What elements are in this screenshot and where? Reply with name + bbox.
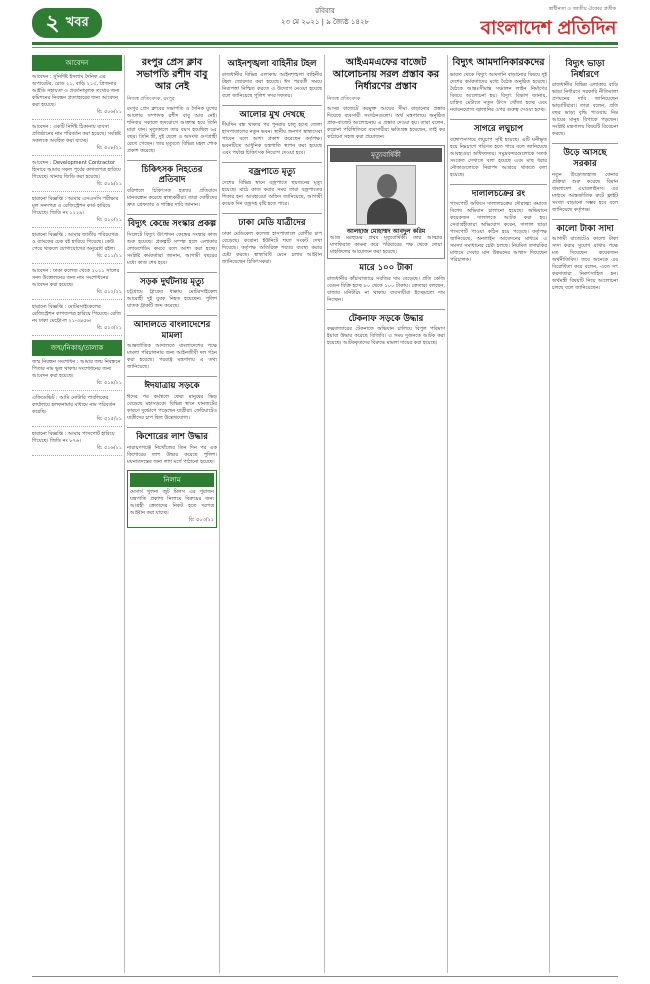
page-number: ২ (45, 10, 60, 36)
date-label: ২৩ মে ২০২১ | ৯ জ্যৈষ্ঠ ১৪২৮ (280, 18, 370, 26)
story-body: চট্টগ্রামে ট্রাকের ধাক্কায় মোটরসাইকেল আরোহী দুই যুবক নিহত হয়েছেন। পুলিশ ঘাতক ট্রাকটি জব্দ করেছে। (127, 289, 217, 310)
classified-entry: আবেদন : Development Contractor হিসাবে আমার সকল পূর্বের কাগজপত্র হারিয়ে গিয়েছে। থানায় জিডি করা হয়েছে। বি: ৫০৯/২১ (32, 160, 122, 192)
story-body: পাসপোর্ট অফিসে দালালচক্রের দৌরাত্ম্য কমাতে বিশেষ অভিযান চালানো হয়েছে। অভিযানে কয়েকজন দালালকে আটক করা হয়। সেবাগ্রহীতারা অভিযোগ করেন, দালাল ছাড়া পাসপোর্ট পাওয়া কঠিন হয়ে পড়েছে। কর্তৃপক্ষ জানিয়েছে, অনলাইন আবেদনের মাধ্যমে এ সমস্যা সমাধানের চেষ্টা চলছে। নিয়মিত তদারকির মাধ্যমে সেবার মান উন্নয়নের আশ্বাস দিয়েছেন পরিচালক। (450, 201, 547, 264)
story-headline: ঢাকা মেডি যাত্রীদের (238, 217, 306, 228)
classified-entry: হারানো বিজ্ঞপ্তি : আমার এসএসসি পরীক্ষার মূল সনদপত্র ও রেজিস্ট্রেশন কার্ড হারিয়ে গিয়েছে। জিডি নং ১২২৯। বি: ৫১০/২১ (32, 196, 122, 228)
newspaper-logo (466, 6, 616, 40)
column-divider (324, 55, 325, 973)
story-separator (127, 376, 217, 377)
classified-entry: আবেদন : একটি নির্দিষ্ট ঠিকানায় ব্যবসা প্রতিষ্ঠানের নাম পরিবর্তন করা হয়েছে। সংশ্লিষ্ট সকলকে অবহিত করা যাচ্ছে। বি: ৫০৮/২১ (32, 124, 122, 156)
news-column-3 (222, 55, 322, 973)
story-body: বরিশালে চিকিৎসক হত্যার প্রতিবাদে মানববন্ধন করেছে স্বাস্থ্যকর্মীরা। তারা দোষীদের দ্রুত গ্রেফতার ও শাস্তির দাবি জানান। (127, 187, 217, 208)
story-body: দীর্ঘদিন বন্ধ থাকার পর পুনরায় চালু হচ্ছে জেলা হাসপাতালের নতুন ভবন। স্থানীয় জনগণ স্বাস্থ্যসেবা পাবেন বলে আশা প্রকাশ করেছেন কর্তৃপক্ষ। ভবনটিতে আধুনিক যন্ত্রপাতি স্থাপন করা হয়েছে এবং পর্যাপ্ত চিকিৎসক নিয়োগ দেওয়া হবে। (222, 122, 322, 157)
story-body: রাজধানীর বিভিন্ন এলাকায় আইনশৃঙ্খলা বাহিনীর টহল জোরদার করা হয়েছে। ঈদ পরবর্তী সময়ে নিরাপত্তা নিশ্চিত করতে এ উদ্যোগ নেওয়া হয়েছে বলে জানিয়েছে পুলিশ সদর দফতর। (222, 71, 322, 99)
story-body: সিলেটে বিদ্যুৎ উৎপাদন কেন্দ্রের সংস্কার কাজ শুরু হয়েছে। প্রকল্পটি সম্পন্ন হলে এলাকার লোডশেডিং কমবে বলে আশা করা হচ্ছে। সংশ্লিষ্ট কর্মকর্তারা জানান, আগামী বছরের মধ্যে কাজ শেষ হবে। (127, 231, 217, 266)
masthead-rule (32, 42, 618, 45)
masthead (0, 0, 650, 58)
news-column-6 (552, 55, 618, 973)
story-byline: নিজস্ব প্রতিবেদক, রংপুর (127, 95, 175, 102)
story-headline: ঈদযাত্রায় সড়কে (144, 381, 200, 392)
masthead-thin-rule (32, 47, 618, 48)
column-divider (219, 55, 220, 973)
logo-name: বাংলাদেশ প্রতিদিন (480, 17, 616, 39)
story-headline: টেকনাফ সড়কে উদ্ধার (348, 313, 424, 324)
story-body: আন্তর্জাতিক আদালতে বাংলাদেশের পক্ষে মামলা পরিচালনার জন্য আইনজীবী দল গঠন করা হয়েছে। পররাষ্ট্র মন্ত্রণালয় এ তথ্য জানিয়েছে। (127, 343, 217, 371)
section-name: খবর (65, 14, 89, 30)
story-separator (450, 119, 547, 120)
story-body: রংপুর প্রেস ক্লাবের সভাপতি ও দৈনিক যুগের আলোর সম্পাদক রশীদ বাবু আর নেই। শনিবার সকালে হৃদরোগে আক্রান্ত হয়ে তিনি মারা যান। মৃত্যুকালে তার বয়স হয়েছিল ৬৫ বছর। তিনি স্ত্রী, দুই ছেলে ও অসংখ্য গুণগ্রাহী রেখে গেছেন। তার মৃত্যুতে বিভিন্ন মহল শোক প্রকাশ করেছে। (127, 105, 217, 154)
classifieds-heading: আবেদন (32, 55, 122, 71)
story-body: আসন্ন বাজেটে করমুক্ত আয়ের সীমা বাড়ানোর প্রস্তাব দিয়েছে ব্যবসায়ী সংগঠনগুলো। অর্থ মন্ত্রণালয়ে অনুষ্ঠিত প্রাক-বাজেট আলোচনায় এ প্রস্তাব দেওয়া হয়। তারা বলেন, করোনা পরিস্থিতিতে ব্যবসায়ীরা ক্ষতিগ্রস্ত হয়েছেন, তাই কর কাঠামো সহজ করা প্রয়োজন। (327, 105, 445, 140)
story-body: কক্সবাজারের টেকনাফে অভিযান চালিয়ে বিপুল পরিমাণ ইয়াবা উদ্ধার করেছে বিজিবি। এ সময় দুজনকে আটক করা হয়েছে। আটককৃতদের বিরুদ্ধে মামলা দায়ের করা হয়েছে। (327, 326, 445, 347)
day-label: রবিবার (315, 7, 335, 15)
notice-body: মেসার্স খুলনা জুট মিলস এর পুরাতন যন্ত্রপাতি প্রকাশ্য নিলামে বিক্রয়ের জন্য আগ্রহী ক্রেতাদের নিকট হতে দরপত্র আহ্বান করা যাচ্ছে। (130, 488, 214, 516)
story-headline: বিদ্যুৎ আমদানিকারকদের (452, 57, 545, 68)
obituary-label: মৃত্যুবার্ষিকী (330, 148, 442, 162)
obituary-box (327, 145, 445, 260)
classified-entry: হারানো বিজ্ঞপ্তি : আমার জাতীয় পরিচয়পত্র ও ব্যাংকের চেক বই হারিয়ে গিয়েছে। কেউ পেয়ে থাকলে যোগাযোগের অনুরোধ রইল। বি: ৫১১/২১ (32, 232, 122, 264)
news-column-5 (450, 55, 547, 973)
story-headline: আলোর মুখ দেখছে (239, 109, 305, 120)
story-body: ঢাকা মেডিকেল কলেজ হাসপাতালে রোগীর চাপ বেড়েছে। করোনা ইউনিটে শয্যা সংকট দেখা দিয়েছে। কর্তৃপক্ষ অতিরিক্ত শয্যার ব্যবস্থা করার চেষ্টা করছে। স্বাস্থ্যবিধি মেনে চলার আহ্বান জানিয়েছেন চিকিৎসকরা। (222, 230, 322, 265)
story-separator (450, 184, 547, 185)
story-headline: মারে ১০০ টাকা (359, 263, 413, 274)
story-body: নতুন উড়োজাহাজ কেনার প্রক্রিয়া শুরু করেছে বিমান বাংলাদেশ এয়ারলাইনস। এর মাধ্যমে আন্তর্জাতিক রুটে ফ্লাইট সংখ্যা বাড়ানো সম্ভব হবে বলে জানিয়েছে কর্তৃপক্ষ। (552, 171, 618, 213)
story-headline: কালো টাকা সাদা (556, 223, 614, 234)
story-body: দেশের বিভিন্ন স্থানে বজ্রপাতে ছয়জনের মৃত্যু হয়েছে। মাঠে কাজ করার সময় তারা বজ্রপাতের শিকার হন। আবহাওয়া অফিস জানিয়েছে, আগামী কয়েক দিন বজ্রসহ বৃষ্টি হতে পারে। (222, 179, 322, 207)
classified-entry: আবেদন : সুনির্দিষ্ট ইসলাম দৈনিক এর অপারেটর, রোড ২১, বাড়ি ২১৩, প্রিজনার আইডি সহায়তা ও প্রবর্তনামূলক তথ্যের জন্য কমিশনের নিবন্ধন প্রত্যাহারের জন্য আবেদন করা হয়েছে। বি: ৫০৬/২১ (32, 74, 122, 120)
story-separator (127, 214, 217, 215)
notice-ref: বি: ৫০৩/২১ (188, 516, 214, 523)
column-divider (447, 55, 448, 973)
classified-entry: হারানো বিজ্ঞপ্তি : আমার পাসপোর্ট হারিয়ে গিয়েছে। জিডি নং ৮৭৬। বি: ৫১৬/২১ (32, 431, 122, 456)
story-body: বঙ্গোপসাগরে লঘুচাপ সৃষ্টি হয়েছে। এটি ঘনীভূত হয়ে নিম্নচাপে পরিণত হতে পারে বলে জানিয়েছে আবহাওয়া অধিদফতর। সমুদ্রবন্দরগুলোকে সতর্ক সংকেত দেখাতে বলা হয়েছে এবং মাছ ধরার নৌকাগুলোকে নিরাপদ আশ্রয়ে থাকতে বলা হয়েছে। (450, 136, 547, 178)
story-headline: বিদ্যুৎ কেন্দ্রে সংস্কার প্রকল্প (127, 218, 217, 229)
story-headline: বজ্রপাতে মৃত্যু (248, 167, 296, 178)
classified-entry: হারানো বিজ্ঞপ্তি : মোটরসাইকেলের রেজিস্ট্রেশন কাগজপত্র হারিয়ে গিয়েছে। রেজি নং ঢাকা মেট্রো-ল ২১-৩৪৫৬। বি: ৫১৩/২১ (32, 304, 122, 336)
story-separator (127, 272, 217, 273)
story-separator (127, 160, 217, 161)
story-separator (327, 309, 445, 310)
story-body: নারায়ণগঞ্জে নিখোঁজের তিন দিন পর এক কিশোরের লাশ উদ্ধার করেছে পুলিশ। ময়নাতদন্তের জন্য লাশ মর্গে পাঠানো হয়েছে। (127, 444, 217, 465)
column-divider (549, 55, 550, 973)
story-headline: উড়ে আসছে সরকার (563, 148, 607, 169)
story-body: ঈদের পর কর্মস্থলে ফেরা মানুষের ভিড় বেড়েছে মহাসড়কে। বিভিন্ন স্থানে যানজটের কারণে দুর্ভোগে পড়েছেন যাত্রীরা। ফেরিঘাটেও যাত্রীদের চাপ ছিল উল্লেখযোগ্য। (127, 394, 217, 421)
story-separator (127, 315, 217, 316)
classifieds-column (32, 55, 122, 973)
obituary-body: আজ মরহুমের প্রথম মৃত্যুবার্ষিকী। তার আত্মার মাগফিরাত কামনা করে পরিবারের পক্ষ থেকে দোয়া মাহফিলের আয়োজন করা হয়েছে। (330, 235, 442, 256)
obituary-portrait (356, 165, 416, 225)
story-headline: আইএমএফের বাজেট আলোচনায় সরল প্রস্তাব কর নির্ধারণের প্রস্তাব (332, 57, 440, 92)
story-separator (552, 143, 618, 144)
story-headline: সাগরে লঘুচাপ (473, 123, 524, 134)
story-headline: আইনশৃঙ্খলা বাহিনীর টহল (227, 59, 317, 69)
story-headline: কিশোরের লাশ উদ্ধার (136, 432, 208, 442)
story-headline: বিদ্যুৎ ভাড়া নির্ধারণে (565, 59, 605, 80)
column-divider (124, 55, 125, 973)
story-separator (127, 427, 217, 428)
story-byline: নিজস্ব প্রতিবেদক (327, 95, 361, 102)
footer-rule (32, 976, 618, 977)
classified-entry: এফিডেভিট : আমি নোটারি পাবলিকের কার্যালয়ে হলফনামার মাধ্যমে নাম পরিবর্তন করেছি। বি: ৫১৫/২১ (32, 395, 122, 427)
story-body: রাজধানীর কাঁচাবাজারে সবজির দাম বেড়েছে। প্রতি কেজি বেগুন বিক্রি হচ্ছে ৮০ থেকে ১০০ টাকায়। ক্রেতারা বলছেন, বাজার মনিটরিং না থাকায় ব্যবসায়ীরা ইচ্ছেমতো দাম নিচ্ছেন। (327, 275, 445, 303)
story-separator (222, 162, 322, 163)
story-headline: সড়ক দুর্ঘটনায় মৃত্যু (139, 276, 204, 287)
news-column-2 (127, 55, 217, 973)
story-headline: রংপুর প্রেস ক্লাব সভাপতি রশীদ বাবু আর নেই (136, 57, 208, 92)
story-separator (552, 219, 618, 220)
story-headline: চিকিৎসক নিহতের প্রতিবাদ (141, 164, 203, 186)
classified-entry: জন্ম নিবন্ধন সংশোধন : আমার জন্ম নিবন্ধনে পিতার নাম ভুল থাকায় সংশোধনের জন্য আবেদন করা হয়েছে। বি: ৫১৪/২১ (32, 359, 122, 391)
news-column-4 (327, 55, 445, 973)
logo-tagline: স্বাধীনতা ও জাতীয় ঐক্যের প্রতীক (548, 6, 616, 12)
obituary-caption: আলহাজ মোহাম্মদ আবদুল করিম (346, 227, 426, 235)
auction-notice (127, 470, 217, 528)
story-body: আগামী বাজেটেও কালো টাকা সাদা করার সুযোগ রাখার পক্ষে মত দিয়েছেন কয়েকজন অর্থনীতিবিদ। তবে অনেকে এর বিরোধিতা করে বলেন, এতে সৎ করদাতারা নিরুৎসাহিত হন। অর্থমন্ত্রী বিষয়টি নিয়ে আলোচনা চলছে বলে জানিয়েছেন। (552, 236, 618, 292)
story-headline: আদালতে বাংলাদেশের মামলা (133, 320, 211, 341)
classifieds-subheading: জন্ম/নিকাহ/তালাক (32, 340, 122, 356)
story-separator (222, 213, 322, 214)
story-separator (222, 105, 322, 106)
notice-heading: নিলাম (130, 473, 214, 487)
story-body: রাজধানীর বিভিন্ন এলাকায় বাড়ি ভাড়া নির্ধারণে সরকারি নীতিমালা প্রণয়নের দাবি জানিয়েছেন ভাড়াটিয়ারা। তারা বলেন, প্রতি বছর ভাড়া বৃদ্ধি পাওয়ায় নিম্ন আয়ের মানুষ বিপাকে পড়ছেন। সংশ্লিষ্ট মন্ত্রণালয় বিষয়টি বিবেচনা করছে। (552, 82, 618, 138)
classified-entry: আবেদন : ঢাকা কলেজ থেকে ২০১১ সালের সনদ উত্তোলনের জন্য নাম সংশোধনের আবেদন করা হয়েছে। বি: ৫১২/২১ (32, 268, 122, 300)
story-headline: দালালচক্রের রং (471, 188, 526, 199)
story-body: ভারত থেকে বিদ্যুৎ আমদানি বাড়ানোর বিষয়ে দুই দেশের কর্মকর্তাদের মধ্যে বৈঠক অনুষ্ঠিত হয়েছে। বৈঠকে আন্তঃসীমান্ত সঞ্চালন লাইন নির্মাণের বিষয়ে আলোচনা হয়। বিদ্যুৎ বিভাগ জানায়, চাহিদা মেটাতে নতুন উৎস খোঁজা হচ্ছে এবং নবায়নযোগ্য জ্বালানির ওপর গুরুত্ব দেওয়া হচ্ছে। (450, 71, 547, 113)
